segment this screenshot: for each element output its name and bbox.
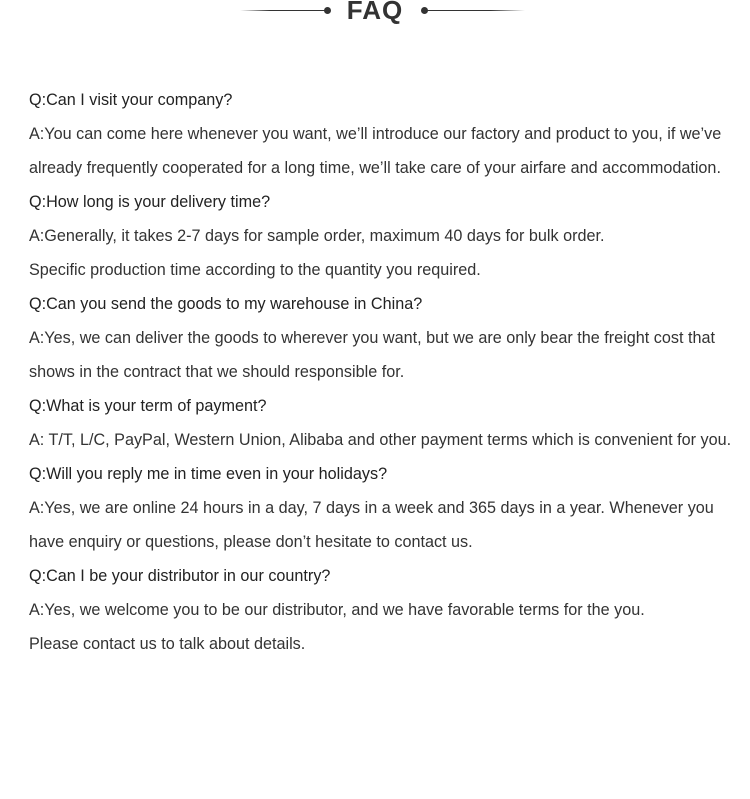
- faq-answer: A: T/T, L/C, PayPal, Western Union, Alibaba and other payment terms which is convenient for you.: [29, 431, 732, 449]
- faq-list: [29, 83, 741, 661]
- right-divider-line: [427, 10, 525, 11]
- faq-item-payment-terms: [29, 389, 741, 457]
- faq-answer: A:Yes, we can deliver the goods to wherever you want, but we are only bear the freight cost that shows in the contract that we should responsible for.: [29, 329, 715, 381]
- faq-item-warehouse: [29, 287, 741, 389]
- faq-question: Q:What is your term of payment?: [29, 397, 267, 415]
- faq-answer-extra: Specific production time according to the quantity you required.: [29, 261, 481, 279]
- faq-question: Q:How long is your delivery time?: [29, 193, 271, 211]
- faq-question: Q:Will you reply me in time even in your holidays?: [29, 465, 388, 483]
- faq-item-distributor: [29, 559, 741, 661]
- faq-answer: A:You can come here whenever you want, we’ll introduce our factory and product to you, if we’ve already frequently cooperated for a long time, we’ll take care of your airfare and accommodation.: [29, 125, 722, 177]
- faq-item-visit-company: [29, 83, 741, 185]
- faq-question: Q:Can you send the goods to my warehouse in China?: [29, 295, 423, 313]
- faq-answer: A:Generally, it takes 2-7 days for sample order, maximum 40 days for bulk order.: [29, 227, 605, 245]
- faq-answer: A:Yes, we welcome you to be our distributor, and we have favorable terms for the you.: [29, 601, 645, 619]
- faq-question: Q:Can I visit your company?: [29, 91, 233, 109]
- faq-question: Q:Can I be your distributor in our country?: [29, 567, 331, 585]
- page-title: FAQ: [346, 0, 404, 25]
- faq-header: [0, 0, 750, 28]
- faq-item-holidays: [29, 457, 741, 559]
- faq-answer: A:Yes, we are online 24 hours in a day, 7 days in a week and 365 days in a year. Whenever you have enquiry or questions, please don’t hesitate to contact us.: [29, 499, 714, 551]
- faq-item-delivery-time: [29, 185, 741, 287]
- faq-answer-extra: Please contact us to talk about details.: [29, 635, 306, 653]
